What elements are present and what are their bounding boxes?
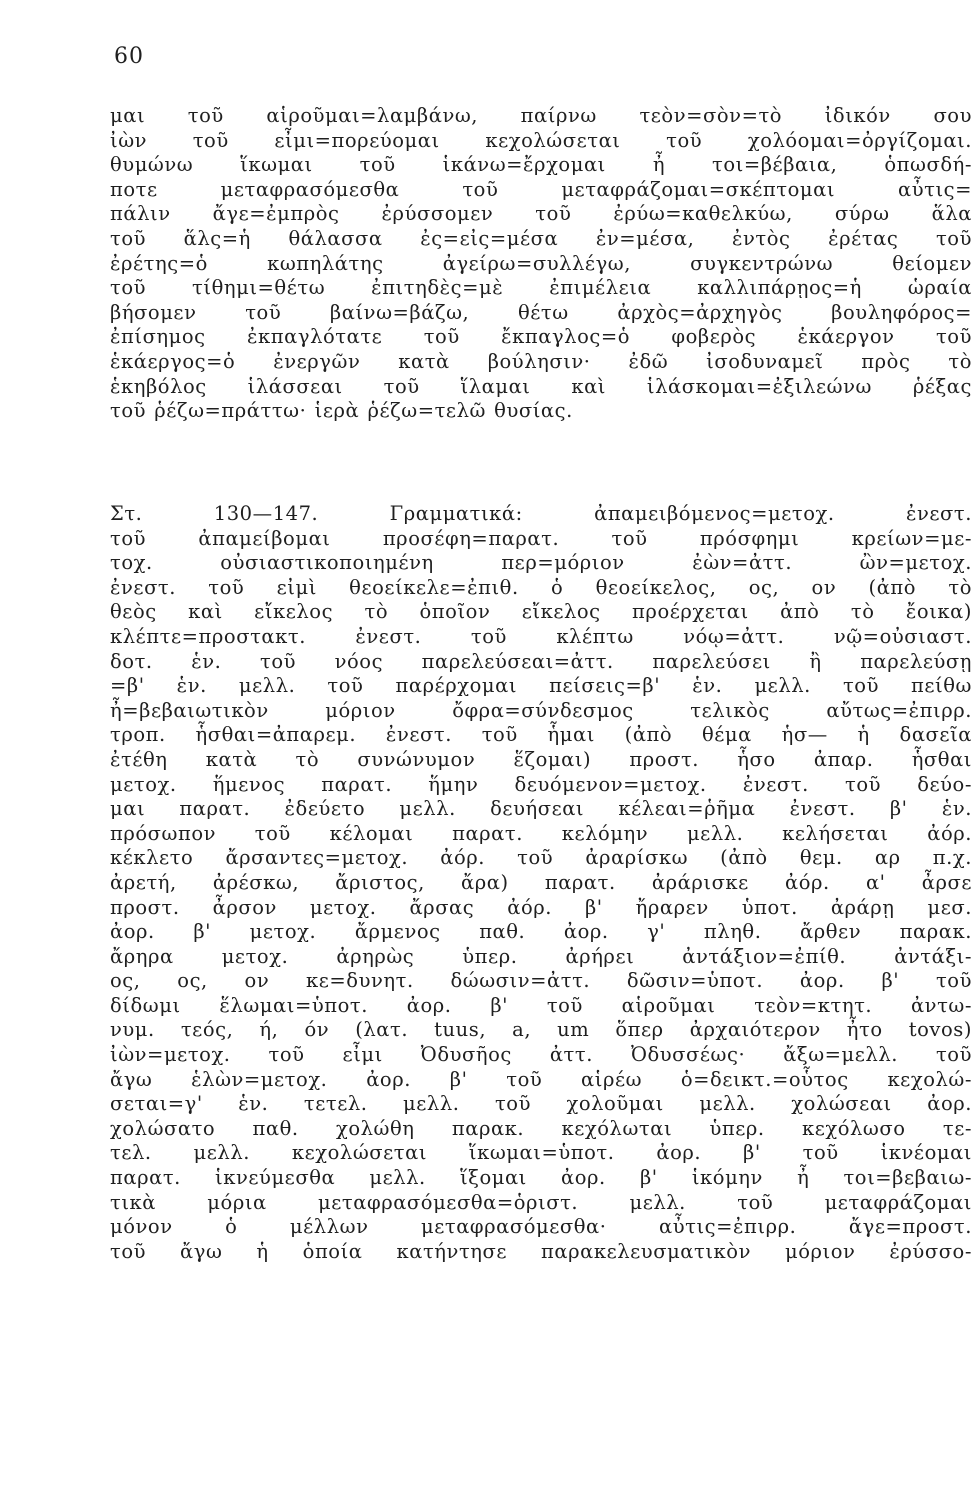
text-line: μαι παρατ. ἐδεύετο μελλ. δευήσεαι κέλεαι=ῥῆμα ἐνεστ. β' ἑν. xyxy=(110,797,972,821)
text-line: τοῦ ἅλς=ἡ θάλασσα ἐς=εἰς=μέσα ἐν=μέσα, ἐντὸς ἐρέτας τοῦ xyxy=(110,226,972,250)
grammar-paragraph-2 xyxy=(110,502,972,1264)
text-line: μαι τοῦ αἱροῦμαι=λαμβάνω, παίρνω τεὸν=σὸν=τὸ ἰδικόν σου xyxy=(110,104,972,127)
text-line: μετοχ. ἥμενος παρατ. ἥμην δευόμενον=μετοχ. ἐνεστ. τοῦ δεύο- xyxy=(110,772,972,796)
text-line: ἄρηρα μετοχ. ἀρηρὼς ὑπερ. ἀρήρει ἀντάξιον=ἐπίθ. ἀντάξι- xyxy=(110,944,972,968)
text-line: βήσομεν τοῦ βαίνω=βάζω, θέτω ἀρχὸς=ἀρχηγὸς βουληφόρος= xyxy=(110,300,972,324)
text-line: ος, ος, ον κε=δυνητ. δώωσιν=ἀττ. δῶσιν=ὑποτ. ἀορ. β' τοῦ xyxy=(110,969,972,993)
text-line: παρατ. ἱκνεύμεσθα μελλ. ἵξομαι ἀορ. β' ἱκόμην ἦ τοι=βεβαιω- xyxy=(110,1166,972,1190)
text-line: ἦ=βεβαιωτικὸν μόριον ὄφρα=σύνδεσμος τελικὸς αὔτως=ἐπιρρ. xyxy=(110,698,972,722)
text-line: =β' ἑν. μελλ. τοῦ παρέρχομαι πείσεις=β' ἑν. μελλ. τοῦ πείθω xyxy=(110,674,972,698)
text-line: ἀορ. β' μετοχ. ἄρμενος παθ. ἀορ. γ' πληθ. ἄρθεν παρακ. xyxy=(110,920,972,944)
text-line: τοῦ ἀπαμείβομαι προσέφη=παρατ. τοῦ πρόσφημι κρείων=με- xyxy=(110,526,972,550)
text-line: δοτ. ἑν. τοῦ νόος παρελεύσεαι=ἀττ. παρελεύσει ἢ παρελεύσῃ xyxy=(110,649,972,673)
text-line: Στ. 130—147. Γραμματικά: ἀπαμειβόμενος=μετοχ. ἐνεστ. xyxy=(110,502,972,525)
text-line: τοχ. οὐσιαστικοποιημένη περ=μόριον ἐὼν=ἀττ. ὢν=μετοχ. xyxy=(110,551,972,575)
text-line: σεται=γ' ἑν. τετελ. μελλ. τοῦ χολοῦμαι μελλ. χολώσεαι ἀορ. xyxy=(110,1092,972,1116)
text-line: προστ. ἆρσον μετοχ. ἄρσας ἀόρ. β' ἤραρεν ὑποτ. ἀράρῃ μεσ. xyxy=(110,895,972,919)
text-line: τελ. μελλ. κεχολώσεται ἵκωμαι=ὑποτ. ἀορ. β' τοῦ ἱκνέομαι xyxy=(110,1141,972,1165)
text-line: τοῦ τίθημι=θέτω ἐπιτηδὲς=μὲ ἐπιμέλεια καλλιπάρῃος=ἡ ὡραία xyxy=(110,276,972,300)
text-line: ποτε μεταφρασόμεσθα τοῦ μεταφράζομαι=σκέπτομαι αὖτις= xyxy=(110,177,972,201)
page-number: 60 xyxy=(114,44,144,69)
text-line: μόνον ὁ μέλλων μεταφρασόμεσθα· αὖτις=ἐπιρρ. ἄγε=προστ. xyxy=(110,1215,972,1239)
text-line: δίδωμι ἕλωμαι=ὑποτ. ἀορ. β' τοῦ αἱροῦμαι τεὸν=κτητ. ἀντω- xyxy=(110,993,972,1017)
text-line: νυμ. τεός, ή, όν (λατ. tuus, a, um ὅπερ ἀρχαιότερον ἦτο tovos) xyxy=(110,1018,972,1042)
text-line: θυμώνω ἵκωμαι τοῦ ἱκάνω=ἔρχομαι ἦ τοι=βέβαια, ὁπωσδή- xyxy=(110,153,972,177)
text-line: ἄγω ἑλὼν=μετοχ. ἀορ. β' τοῦ αἱρέω ὁ=δεικτ.=οὗτος κεχολώ- xyxy=(110,1067,972,1091)
text-line: θεὸς καὶ εἴκελος τὸ ὁποῖον εἴκελος προέρχεται ἀπὸ τὸ ἔοικα) xyxy=(110,600,972,624)
text-line: τοῦ ἄγω ἡ ὁποία κατήντησε παρακελευσματικὸν μόριον ἐρύσσο- xyxy=(110,1239,972,1263)
text-line: ἐπίσημος ἐκπαγλότατε τοῦ ἔκπαγλος=ὁ φοβερὸς ἑκάεργον τοῦ xyxy=(110,325,972,349)
commentary-paragraph-1 xyxy=(110,104,972,424)
text-line: ἐτέθη κατὰ τὸ συνώνυμον ἕζομαι) προστ. ἧσο ἀπαρ. ἧσθαι xyxy=(110,747,972,771)
text-line: ἑκάεργος=ὁ ἐνεργῶν κατὰ βούλησιν· ἐδῶ ἰσοδυναμεῖ πρὸς τὸ xyxy=(110,349,972,373)
text-line: ἀρετή, ἀρέσκω, ἄριστος, ἄρα) παρατ. ἀράρισκε ἀόρ. α' ἆρσε xyxy=(110,870,972,894)
text-line: ἑκηβόλος ἱλάσσεαι τοῦ ἵλαμαι καὶ ἱλάσκομαι=ἐξιλεώνω ῥέξας xyxy=(110,374,972,398)
text-line: ἐρέτης=ὁ κωπηλάτης ἀγείρω=συλλέγω, συγκεντρώνω θείομεν xyxy=(110,251,972,275)
text-line: τοῦ ῥέζω=πράττω· ἱερὰ ῥέζω=τελῶ θυσίας. xyxy=(110,399,573,423)
text-line: ἰὼν=μετοχ. τοῦ εἶμι Ὀδυσῆος ἀττ. Ὀδυσσέως· ἄξω=μελλ. τοῦ xyxy=(110,1043,972,1067)
text-line: τροπ. ἧσθαι=ἀπαρεμ. ἐνεστ. τοῦ ἧμαι (ἀπὸ θέμα ἡσ— ἡ δασεῖα xyxy=(110,723,972,747)
text-line: πάλιν ἄγε=ἐμπρὸς ἐρύσσομεν τοῦ ἐρύω=καθελκύω, σύρω ἅλα xyxy=(110,202,972,226)
text-line: τικὰ μόρια μεταφρασόμεσθα=ὁριστ. μελλ. τοῦ μεταφράζομαι xyxy=(110,1190,972,1214)
text-line: πρόσωπον τοῦ κέλομαι παρατ. κελόμην μελλ. κελήσεται ἀόρ. xyxy=(110,821,972,845)
text-line: ἐνεστ. τοῦ εἰμὶ θεοείκελε=ἐπιθ. ὁ θεοείκελος, ος, ον (ἀπὸ τὸ xyxy=(110,575,972,599)
text-line: χολώσατο παθ. χολώθη παρακ. κεχόλωται ὑπερ. κεχόλωσο τε- xyxy=(110,1116,972,1140)
text-line: κέκλετο ἄρσαντες=μετοχ. ἀόρ. τοῦ ἀραρίσκω (ἀπὸ θεμ. αρ π.χ. xyxy=(110,846,972,870)
text-line: κλέπτε=προστακτ. ἐνεστ. τοῦ κλέπτω νόῳ=ἀττ. νῷ=οὐσιαστ. xyxy=(110,624,972,648)
text-line: ἰὼν τοῦ εἶμι=πορεύομαι κεχολώσεται τοῦ χολόομαι=ὀργίζομαι. xyxy=(110,128,972,152)
